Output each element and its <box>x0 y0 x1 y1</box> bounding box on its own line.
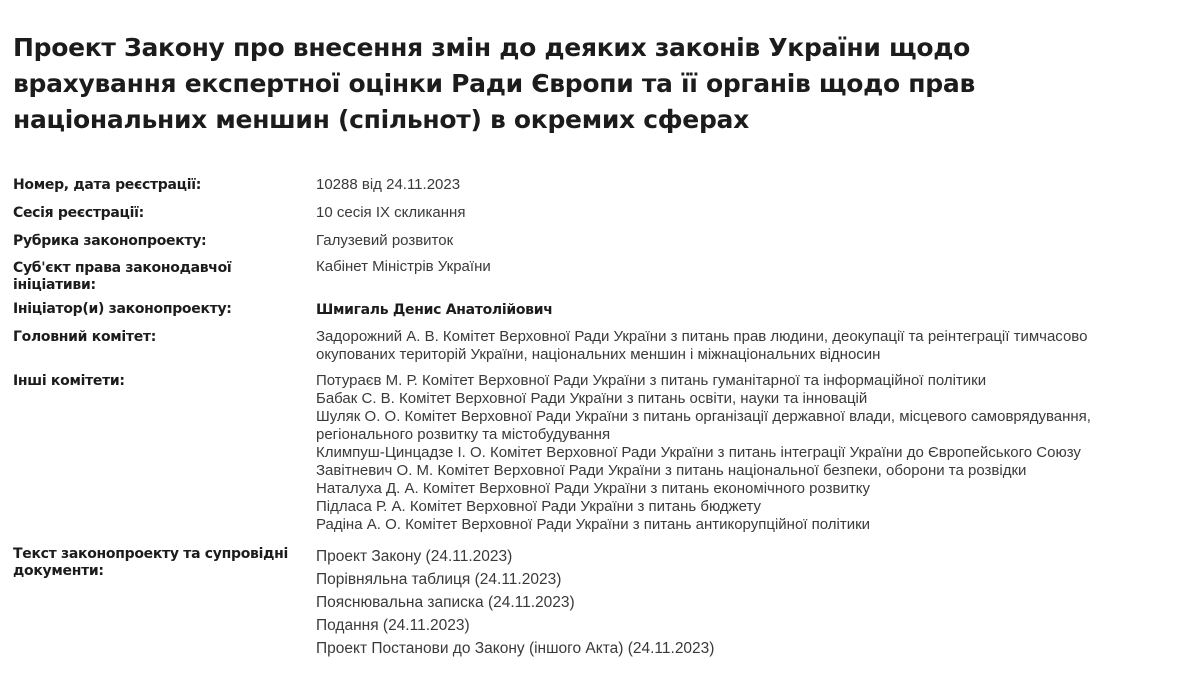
main-committee-label: Головний комітет: <box>13 329 157 345</box>
document-link-explanatory-note[interactable]: Пояснювальна записка (24.11.2023) <box>316 594 575 611</box>
row-number <box>13 176 1195 204</box>
list-item: Климпуш-Цинцадзе І. О. Комітет Верховної Ради України з питань інтеграції України до Європейського Союзу <box>316 444 1081 461</box>
list-item: Шуляк О. О. Комітет Верховної Ради України з питань організації державної влади, місцевого самоврядування, регіонального розвитку та містобудування <box>316 408 1091 443</box>
document-link-comparison-table[interactable]: Порівняльна таблиця (24.11.2023) <box>316 571 562 588</box>
page-title: Проект Закону про внесення змін до деяких законів України щодо врахування експертної оцінки Ради Європи та її органів щодо прав національних меншин (спільнот) в окремих сферах <box>13 33 975 134</box>
list-item: Бабак С. В. Комітет Верховної Ради України з питань освіти, науки та інновацій <box>316 390 868 407</box>
row-rubric <box>13 232 1195 253</box>
document-link-resolution-draft[interactable]: Проект Постанови до Закону (іншого Акта) (24.11.2023) <box>316 640 715 657</box>
session-label: Сесія реєстрації: <box>13 205 144 221</box>
list-item: Потураєв М. Р. Комітет Верховної Ради України з питань гуманітарної та інформаційної політики <box>316 372 987 389</box>
document-link-submission[interactable]: Подання (24.11.2023) <box>316 617 470 634</box>
main-committee-value: Задорожний А. В. Комітет Верховної Ради України з питань прав людини, деокупації та реінтеграції тимчасово окупованих територій України, національних меншин і міжнаціональних відносин <box>316 328 1088 363</box>
other-committees-label: Інші комітети: <box>13 373 125 389</box>
row-documents <box>13 545 1195 660</box>
row-session <box>13 204 1195 232</box>
documents-list <box>316 545 1195 660</box>
list-item: Радіна А. О. Комітет Верховної Ради України з питань антикорупційної політики <box>316 516 871 533</box>
initiator-label: Ініціатор(и) законопроекту: <box>13 301 232 317</box>
list-item: Наталуха Д. А. Комітет Верховної Ради України з питань економічного розвитку <box>316 480 870 497</box>
row-other-committees <box>13 372 1195 545</box>
number-value: 10288 від 24.11.2023 <box>316 176 461 193</box>
other-committees-list <box>316 372 1195 534</box>
row-main-committee <box>13 328 1195 372</box>
rubric-value: Галузевий розвиток <box>316 232 454 249</box>
number-label: Номер, дата реєстрації: <box>13 177 202 193</box>
document-link-bill[interactable]: Проект Закону (24.11.2023) <box>316 548 513 565</box>
list-item: Завітневич О. М. Комітет Верховної Ради України з питань національної безпеки, оборони та розвідки <box>316 462 1027 479</box>
row-subject <box>13 253 1195 300</box>
subject-value: Кабінет Міністрів України <box>316 258 491 275</box>
bill-info <box>13 176 1195 660</box>
initiator-value: Шмигаль Денис Анатолійович <box>316 302 553 318</box>
rubric-label: Рубрика законопроекту: <box>13 233 207 249</box>
session-value: 10 сесія IX скликання <box>316 204 466 221</box>
documents-label: Текст законопроекту та супровідні документи: <box>13 546 288 579</box>
row-initiator <box>13 300 1195 328</box>
list-item: Підласа Р. А. Комітет Верховної Ради України з питань бюджету <box>316 498 762 515</box>
subject-label: Суб'єкт права законодавчої ініціативи: <box>13 260 232 293</box>
